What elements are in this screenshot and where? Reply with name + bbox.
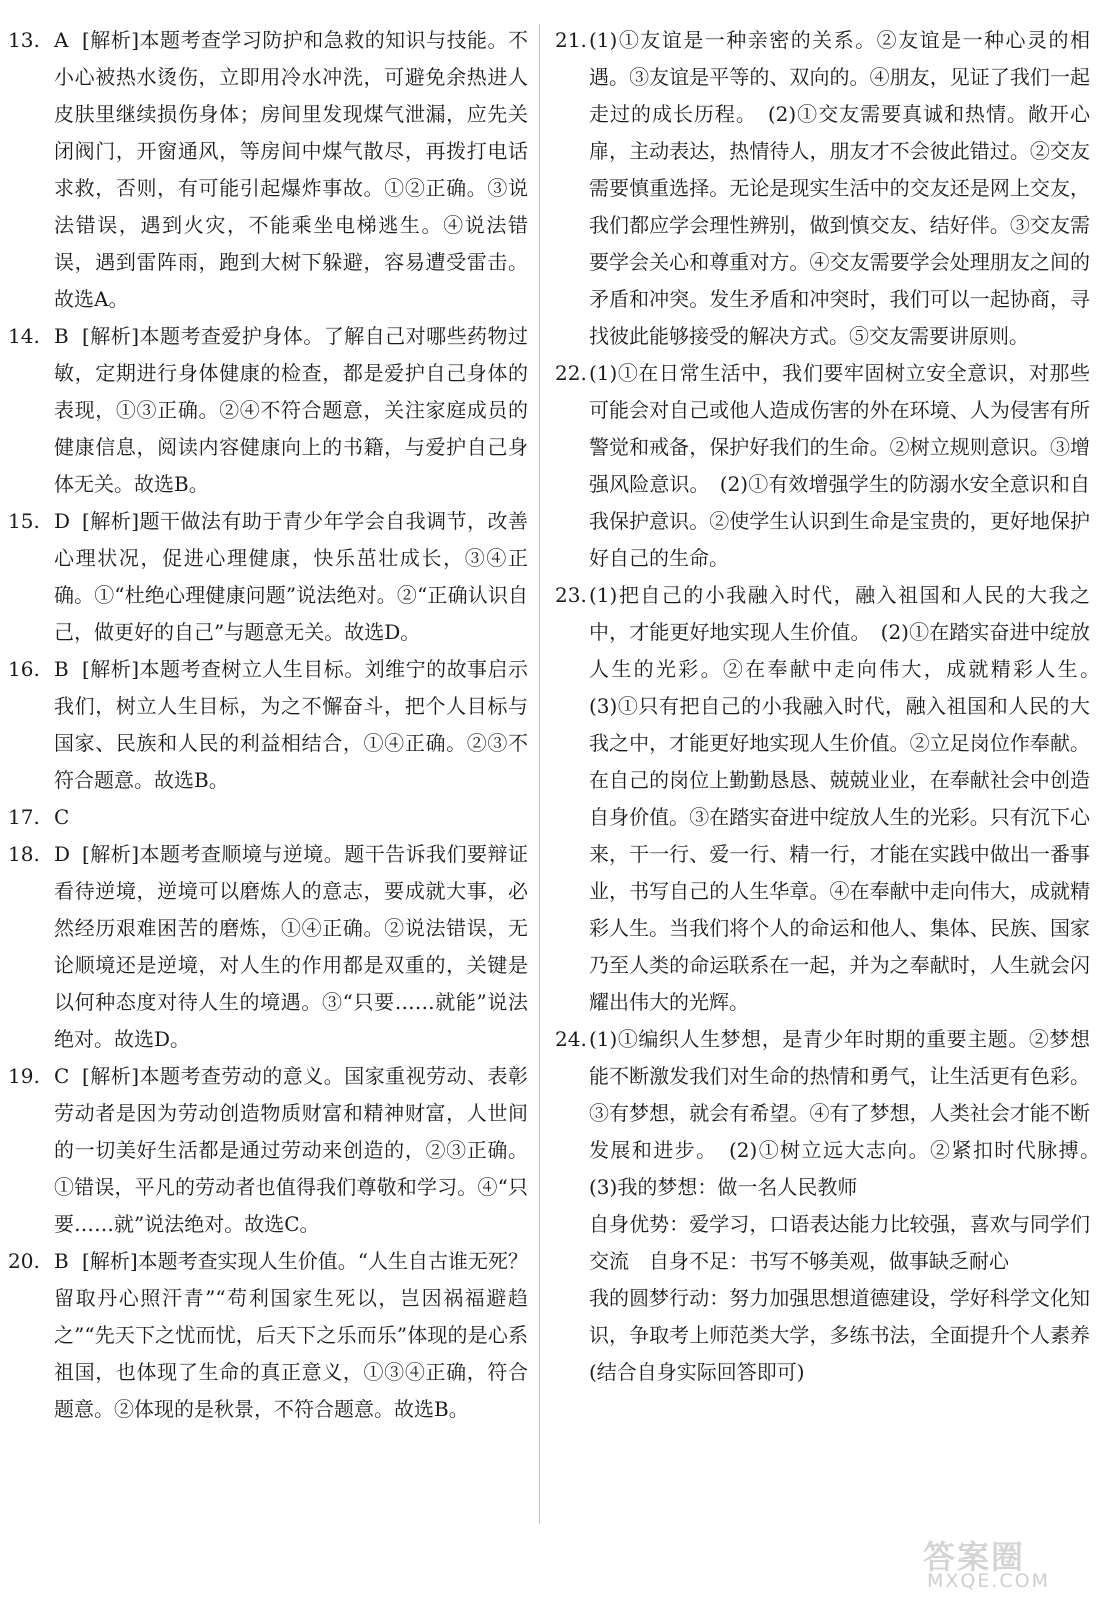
analysis-text: 本题考查爱护身体。了解自己对哪些药物过敏，定期进行身体健康的检查，都是爱护自己身体的表现，①③正确。②④不符合题意，关注家庭成员的健康信息，阅读内容健康向上的书籍，与爱护自己身体无关。故选B。: [54, 324, 529, 496]
answer-letter: C: [54, 805, 70, 829]
question-number: 18.: [8, 842, 40, 866]
analysis-tag: [解析]: [82, 842, 140, 866]
analysis-text: 本题考查树立人生目标。刘维宁的故事启示我们，树立人生目标，为之不懈奋斗，把个人目标与国家、民族和人民的利益相结合，①④正确。②③不符合题意。故选B。: [54, 657, 529, 792]
question-item: [555, 22, 1090, 355]
answer-letter: C: [54, 1064, 70, 1088]
question-body: [54, 1243, 528, 1428]
question-body: [589, 1021, 1110, 1391]
question-item: [8, 22, 528, 318]
question-body: [589, 22, 1090, 355]
right-column: [555, 22, 1110, 1391]
question-number: 17.: [8, 805, 40, 829]
analysis-tag: [解析]: [82, 509, 140, 533]
question-number: 19.: [8, 1064, 40, 1088]
answer-letter: B: [54, 324, 69, 348]
question-body: [54, 1058, 528, 1243]
answer-letter: B: [54, 1249, 69, 1273]
question-number: 22.: [555, 361, 587, 385]
column-divider: [539, 24, 540, 1524]
question-number: 13.: [8, 28, 40, 52]
question-item: [555, 1021, 1110, 1391]
question-item: [8, 836, 528, 1058]
answer-paragraph: 我的圆梦行动：努力加强思想道德建设，学好科学文化知识，争取考上师范类大学，多练书法，全面提升个人素养(结合自身实际回答即可): [589, 1286, 1090, 1384]
analysis-tag: [解析]: [82, 1064, 140, 1088]
question-number: 20.: [8, 1249, 40, 1273]
answer-paragraph: 自身优势：爱学习，口语表达能力比较强，喜欢与同学们交流 自身不足：书写不够美观，做事缺乏耐心: [589, 1212, 1090, 1273]
analysis-tag: [解析]: [82, 1249, 138, 1273]
answer-paragraph: (1)①在日常生活中，我们要牢固树立安全意识，对那些可能会对自己或他人造成伤害的外在环境、人为侵害有所警觉和戒备，保护好我们的生命。②树立规则意识。③增强风险意识。 (2)①有效增强学生的防溺水安全意识和自我保护意识。②使学生认识到生命是宝贵的，更好地保护好自己的生命。: [589, 361, 1090, 570]
question-number: 24.: [555, 1027, 587, 1051]
question-item: [8, 799, 528, 836]
answer-letter: D: [54, 509, 71, 533]
question-body: [54, 651, 528, 799]
analysis-tag: [解析]: [82, 657, 140, 681]
analysis-tag: [解析]: [82, 28, 140, 52]
question-number: 16.: [8, 657, 40, 681]
watermark-logo: 答案圈: [923, 1538, 1026, 1576]
analysis-text: 题干做法有助于青少年学会自我调节，改善心理状况，促进心理健康，快乐茁壮成长，③④正确。①“杜绝心理健康问题”说法绝对。②“正确认识自己，做更好的自己”与题意无关。故选D。: [54, 509, 529, 644]
question-body: [54, 503, 528, 651]
question-body: [54, 836, 528, 1058]
left-column: [8, 22, 528, 1428]
answer-paragraph: (1)①友谊是一种亲密的关系。②友谊是一种心灵的相遇。③友谊是平等的、双向的。④朋友，见证了我们一起走过的成长历程。 (2)①交友需要真诚和热情。敞开心扉，主动表达，热情待人，朋友才不会彼此错过。②交友需要慎重选择。无论是现实生活中的交友还是网上交友，我们都应学会理性辨别，做到慎交友、结好伴。③交友需要学会关心和尊重对方。④交友需要学会处理朋友之间的矛盾和冲突。发生矛盾和冲突时，我们可以一起协商，寻找彼此能够接受的解决方式。⑤交友需要讲原则。: [589, 28, 1090, 348]
question-number: 21.: [555, 28, 587, 52]
question-number: 15.: [8, 509, 40, 533]
question-item: [555, 577, 1110, 1021]
analysis-tag: [解析]: [82, 324, 140, 348]
watermark-url: MXQE.COM: [927, 1570, 1051, 1592]
question-body: [589, 355, 1090, 577]
answer-letter: D: [54, 842, 71, 866]
answer-paragraph: (1)①编织人生梦想，是青少年时期的重要主题。②梦想能不断激发我们对生命的热情和勇气，让生活更有色彩。③有梦想，就会有希望。④有了梦想，人类社会才能不断发展和进步。 (2)①树立远大志向。②紧扣时代脉搏。 (3)我的梦想：做一名人民教师: [589, 1027, 1110, 1199]
answer-letter: B: [54, 657, 69, 681]
analysis-text: 本题考查劳动的意义。国家重视劳动、表彰劳动者是因为劳动创造物质财富和精神财富，人世间的一切美好生活都是通过劳动来创造的，②③正确。①错误，平凡的劳动者也值得我们尊敬和学习。④“只要……就”说法绝对。故选C。: [54, 1064, 529, 1236]
question-number: 14.: [8, 324, 40, 348]
analysis-text: 本题考查学习防护和急救的知识与技能。不小心被热水烫伤，立即用冷水冲洗，可避免余热进人皮肤里继续损伤身体；房间里发现煤气泄漏，应先关闭阀门，开窗通风，等房间中煤气散尽，再拨打电话求救，否则，有可能引起爆炸事故。①②正确。③说法错误，遇到火灾，不能乘坐电梯逃生。④说法错误，遇到雷阵雨，跑到大树下躲避，容易遭受雷击。故选A。: [54, 28, 529, 311]
question-number: 23.: [555, 583, 587, 607]
question-body: [54, 799, 528, 836]
question-item: [8, 651, 528, 799]
question-body: [54, 22, 528, 318]
watermark: [923, 1532, 1103, 1594]
question-item: [8, 318, 528, 503]
question-body: [589, 577, 1110, 1021]
question-item: [555, 355, 1090, 577]
analysis-text: 本题考查顺境与逆境。题干告诉我们要辩证看待逆境，逆境可以磨炼人的意志，要成就大事，必然经历艰难困苦的磨炼，①④正确。②说法错误，无论顺境还是逆境，对人生的作用都是双重的，关键是以何种态度对待人生的境遇。③“只要……就能”说法绝对。故选D。: [54, 842, 529, 1051]
question-item: [8, 1243, 528, 1428]
answer-letter: A: [54, 28, 69, 52]
question-body: [54, 318, 528, 503]
answer-paragraph: (1)把自己的小我融入时代，融入祖国和人民的大我之中，才能更好地实现人生价值。 (2)①在踏实奋进中绽放人生的光彩。②在奉献中走向伟大，成就精彩人生。 (3)①只有把自己的小我融入时代，融入祖国和人民的大我之中，才能更好地实现人生价值。②立足岗位作奉献。在自己的岗位上勤勤恳恳、兢兢业业，在奉献社会中创造自身价值。③在踏实奋进中绽放人生的光彩。只有沉下心来，干一行、爱一行、精一行，才能在实践中做出一番事业，书写自己的人生华章。④在奉献中走向伟大，成就精彩人生。当我们将个人的命运和他人、集体、民族、国家乃至人类的命运联系在一起，并为之奉献时，人生就会闪耀出伟大的光辉。: [589, 583, 1110, 1014]
analysis-text: 本题考查实现人生价值。“人生自古谁无死？留取丹心照汗青”“苟利国家生死以，岂因祸福避趋之”“先天下之忧而忧，后天下之乐而乐”体现的是心系祖国，也体现了生命的真正意义，①③④正确，符合题意。②体现的是秋景，不符合题意。故选B。: [54, 1249, 529, 1421]
question-item: [8, 503, 528, 651]
question-item: [8, 1058, 528, 1243]
